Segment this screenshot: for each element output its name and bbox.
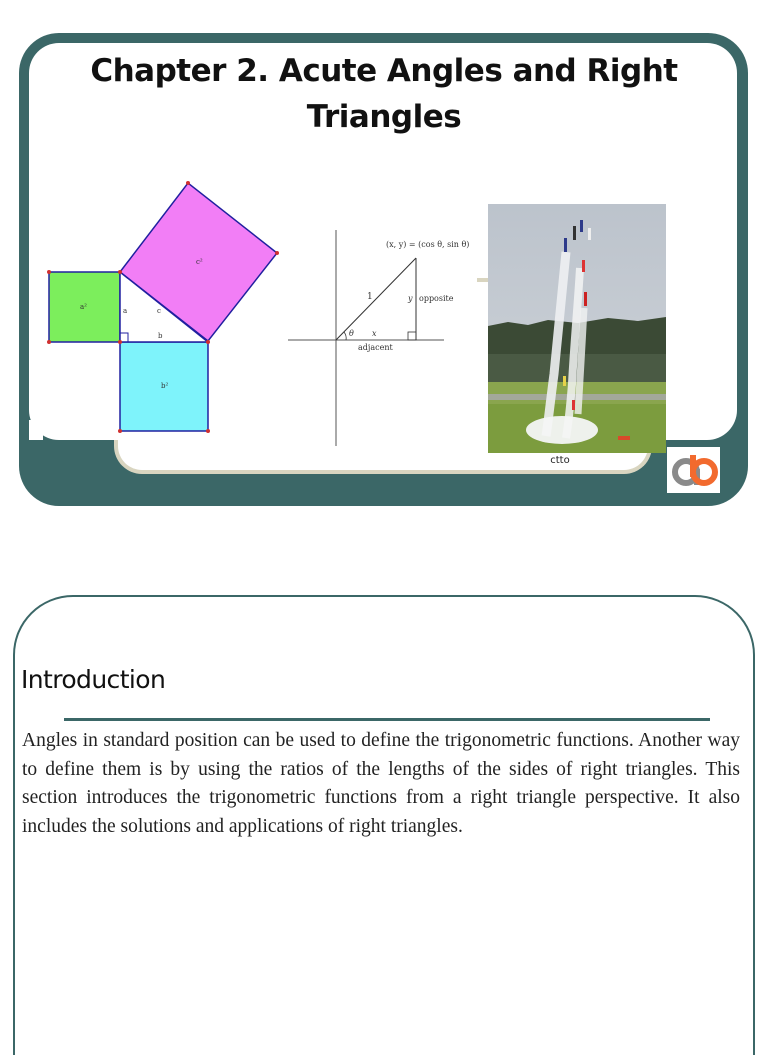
label-b: b xyxy=(158,332,163,340)
slide-1-notch xyxy=(29,420,43,440)
label-c2: c² xyxy=(196,258,203,266)
slide-1-title: Chapter 2. Acute Angles and Right Triangles xyxy=(90,53,678,135)
rocket-launch-photo xyxy=(488,204,666,453)
adjacent-label: adjacent xyxy=(358,343,393,352)
unit-triangle-figure xyxy=(286,228,470,450)
label-b2: b² xyxy=(161,382,169,390)
section-heading: Introduction xyxy=(21,665,166,694)
photo-credit: ctto xyxy=(550,455,570,466)
opposite-label: opposite xyxy=(419,294,454,303)
label-a2: a² xyxy=(80,303,87,311)
ab-logo xyxy=(667,447,720,493)
intro-paragraph: Angles in standard position can be used to define the trigonometric functions. Another way to define them is by using the ratios of the lengths of the sides of right triangles. This section introduces the trigonometric functions from a right triangle perspective. It also includes the solutions and applications of right triangles. xyxy=(22,730,740,837)
pythagorean-theorem-figure xyxy=(44,180,284,436)
hypotenuse-label: 1 xyxy=(367,292,373,302)
label-c: c xyxy=(157,307,161,315)
point-label: (x, y) = (cos θ, sin θ) xyxy=(386,240,470,249)
x-label: x xyxy=(372,329,377,338)
heading-underline xyxy=(64,718,710,721)
ab-logo-icon xyxy=(667,447,720,493)
y-label: y xyxy=(408,294,413,303)
theta-label: θ xyxy=(349,329,354,338)
label-a: a xyxy=(123,307,128,315)
